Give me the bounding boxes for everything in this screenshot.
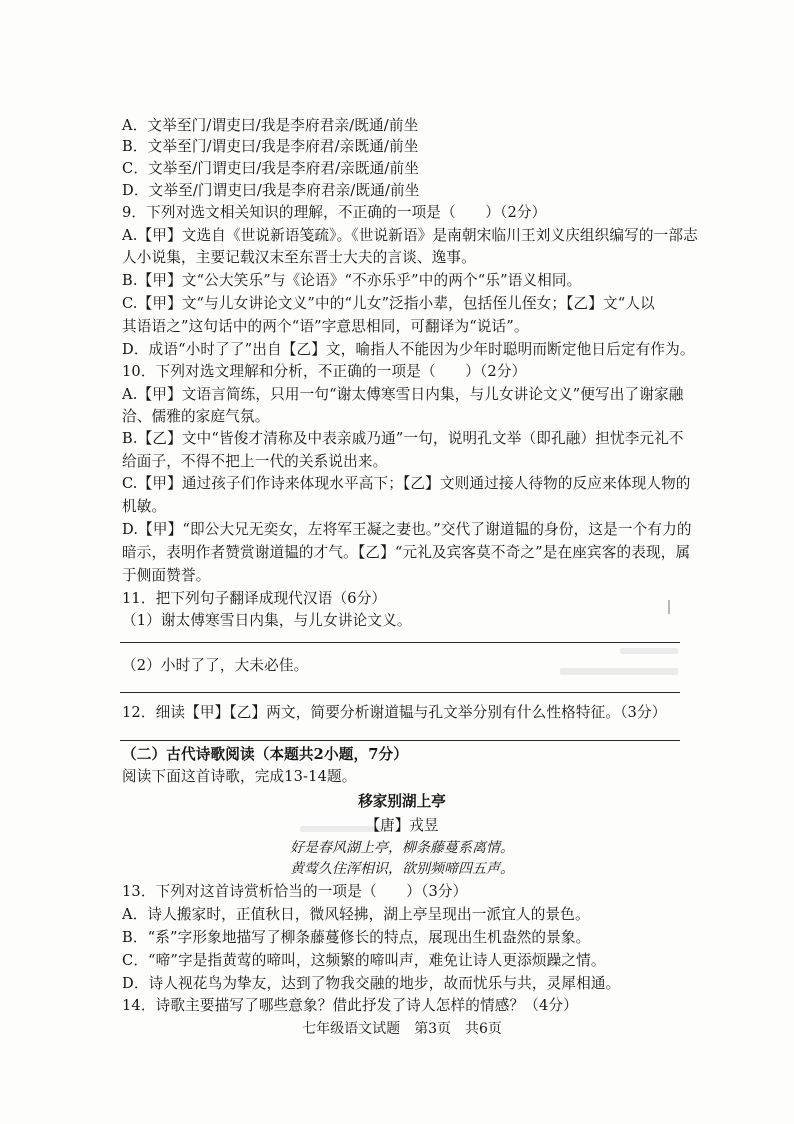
bleed-smudge — [620, 648, 678, 654]
q9-option-b: B.【甲】文“公大笑乐”与《论语》“不亦乐乎”中的两个“乐”语义相同。 — [122, 272, 582, 289]
q8-option-c: C．文举至/门谓吏曰/我是李府君/亲既通/前坐 — [122, 160, 419, 177]
q9-option-c-line2: 其语语之”这句话中的两个“语”字意思相同，可翻译为“说话”。 — [122, 318, 529, 335]
q10-option-c-line2: 机敏。 — [122, 498, 167, 515]
answer-line — [120, 740, 680, 741]
q10-option-a-line2: 洽、儒雅的家庭气氛。 — [122, 408, 270, 425]
page-footer: 七年级语文试题 第3页 共6页 — [302, 1021, 502, 1037]
q8-option-a: A．文举至门/谓吏曰/我是李府君亲/既通/前坐 — [122, 117, 419, 134]
q9-option-c-line1: C.【甲】文“与儿女讲论文义”中的“儿女”泛指小辈，包括侄儿侄女；【乙】文“人以 — [122, 295, 655, 312]
q8-option-d: D．文举至/门谓吏曰/我是李府君亲/既通/前坐 — [122, 182, 420, 199]
poem-line-2: 黄莺久住浑相识，欲别频啼四五声。 — [290, 861, 514, 877]
q11-part2: （2）小时了了，大未必佳。 — [122, 657, 309, 674]
q10-option-d-line1: D.【甲】“即公大兄无奕女，左将军王凝之妻也。”交代了谢道韫的身份，这是一个有力的 — [122, 521, 692, 538]
poem-line-1: 好是春风湖上亭，柳条藤蔓系离情。 — [290, 840, 514, 856]
q12-stem: 12．细读【甲】【乙】两文，简要分析谢道韫与孔文举分别有什么性格特征。（3分） — [122, 704, 667, 721]
q8-option-b: B．文举至门/谓吏曰/我是李府君/亲既通/前坐 — [122, 138, 419, 155]
answer-line — [120, 692, 680, 693]
poem-title: 移家别湖上亭 — [358, 793, 446, 810]
q9-stem: 9．下列对选文相关知识的理解，不正确的一项是（ ）（2分） — [122, 204, 547, 221]
q13-option-c: C．“啼”字是指黄莺的啼叫，这频繁的啼叫声，难免让诗人更添烦躁之情。 — [122, 952, 606, 969]
q10-option-d-line2: 暗示，表明作者赞赏谢道韫的才气。【乙】“元礼及宾客莫不奇之”是在座宾客的表现，属 — [122, 544, 691, 561]
q14-stem: 14．诗歌主要描写了哪些意象？借此抒发了诗人怎样的情感？（4分） — [122, 997, 578, 1014]
q9-option-a-line2: 人小说集，主要记载汉末至东晋士大夫的言谈、逸事。 — [122, 249, 476, 266]
q9-option-a-line1: A.【甲】文选自《世说新语笺疏》。《世说新语》是南朝宋临川王刘义庆组织编写的一部志 — [122, 227, 698, 244]
q10-option-c-line1: C.【甲】通过孩子们作诗来体现水平高下；【乙】文则通过接人待物的反应来体现人物的 — [122, 475, 691, 492]
answer-line — [120, 642, 680, 643]
q10-stem: 10．下列对选文理解和分析，不正确的一项是（ ）（2分） — [122, 363, 527, 380]
poem-author: 【唐】戎昱 — [365, 817, 439, 834]
q9-option-d: D．成语“小时了了”出自【乙】文，喻指人不能因为少年时聪明而断定他日后定有作为。 — [122, 341, 695, 358]
section-instruction: 阅读下面这首诗歌，完成13-14题。 — [122, 768, 357, 785]
section-heading: （二）古代诗歌阅读（本题共2小题，7分） — [122, 746, 408, 763]
q11-stem: 11．把下列句子翻译成现代汉语（6分） — [122, 590, 387, 607]
bleed-smudge — [560, 668, 678, 675]
q13-option-b: B．“系”字形象地描写了柳条藤蔓修长的特点，展现出生机盎然的景象。 — [122, 929, 591, 946]
q10-option-a-line1: A.【甲】文语言简练，只用一句“谢太傅寒雪日内集，与儿女讲论文义”便写出了谢家融 — [122, 386, 684, 403]
q10-option-b-line2: 给面子，不得不把上一代的关系说出来。 — [122, 453, 388, 470]
q13-option-a: A．诗人搬家时，正值秋日，微风轻拂，湖上亭呈现出一派宜人的景色。 — [122, 906, 590, 923]
q13-option-d: D．诗人视花鸟为挚友，达到了物我交融的地步，故而忧乐与共，灵犀相通。 — [122, 975, 621, 992]
q11-part1: （1）谢太傅寒雪日内集，与儿女讲论文义。 — [122, 612, 412, 629]
q10-option-d-line3: 于侧面赞誉。 — [122, 567, 211, 584]
q13-stem: 13．下列对这首诗赏析恰当的一项是（ ）（3分） — [122, 883, 468, 900]
bleed-mark — [668, 600, 670, 614]
q10-option-b-line1: B.【乙】文中“皆俊才清称及中表亲戚乃通”一句，说明孔文举（即孔融）担忧李元礼不 — [122, 430, 684, 447]
